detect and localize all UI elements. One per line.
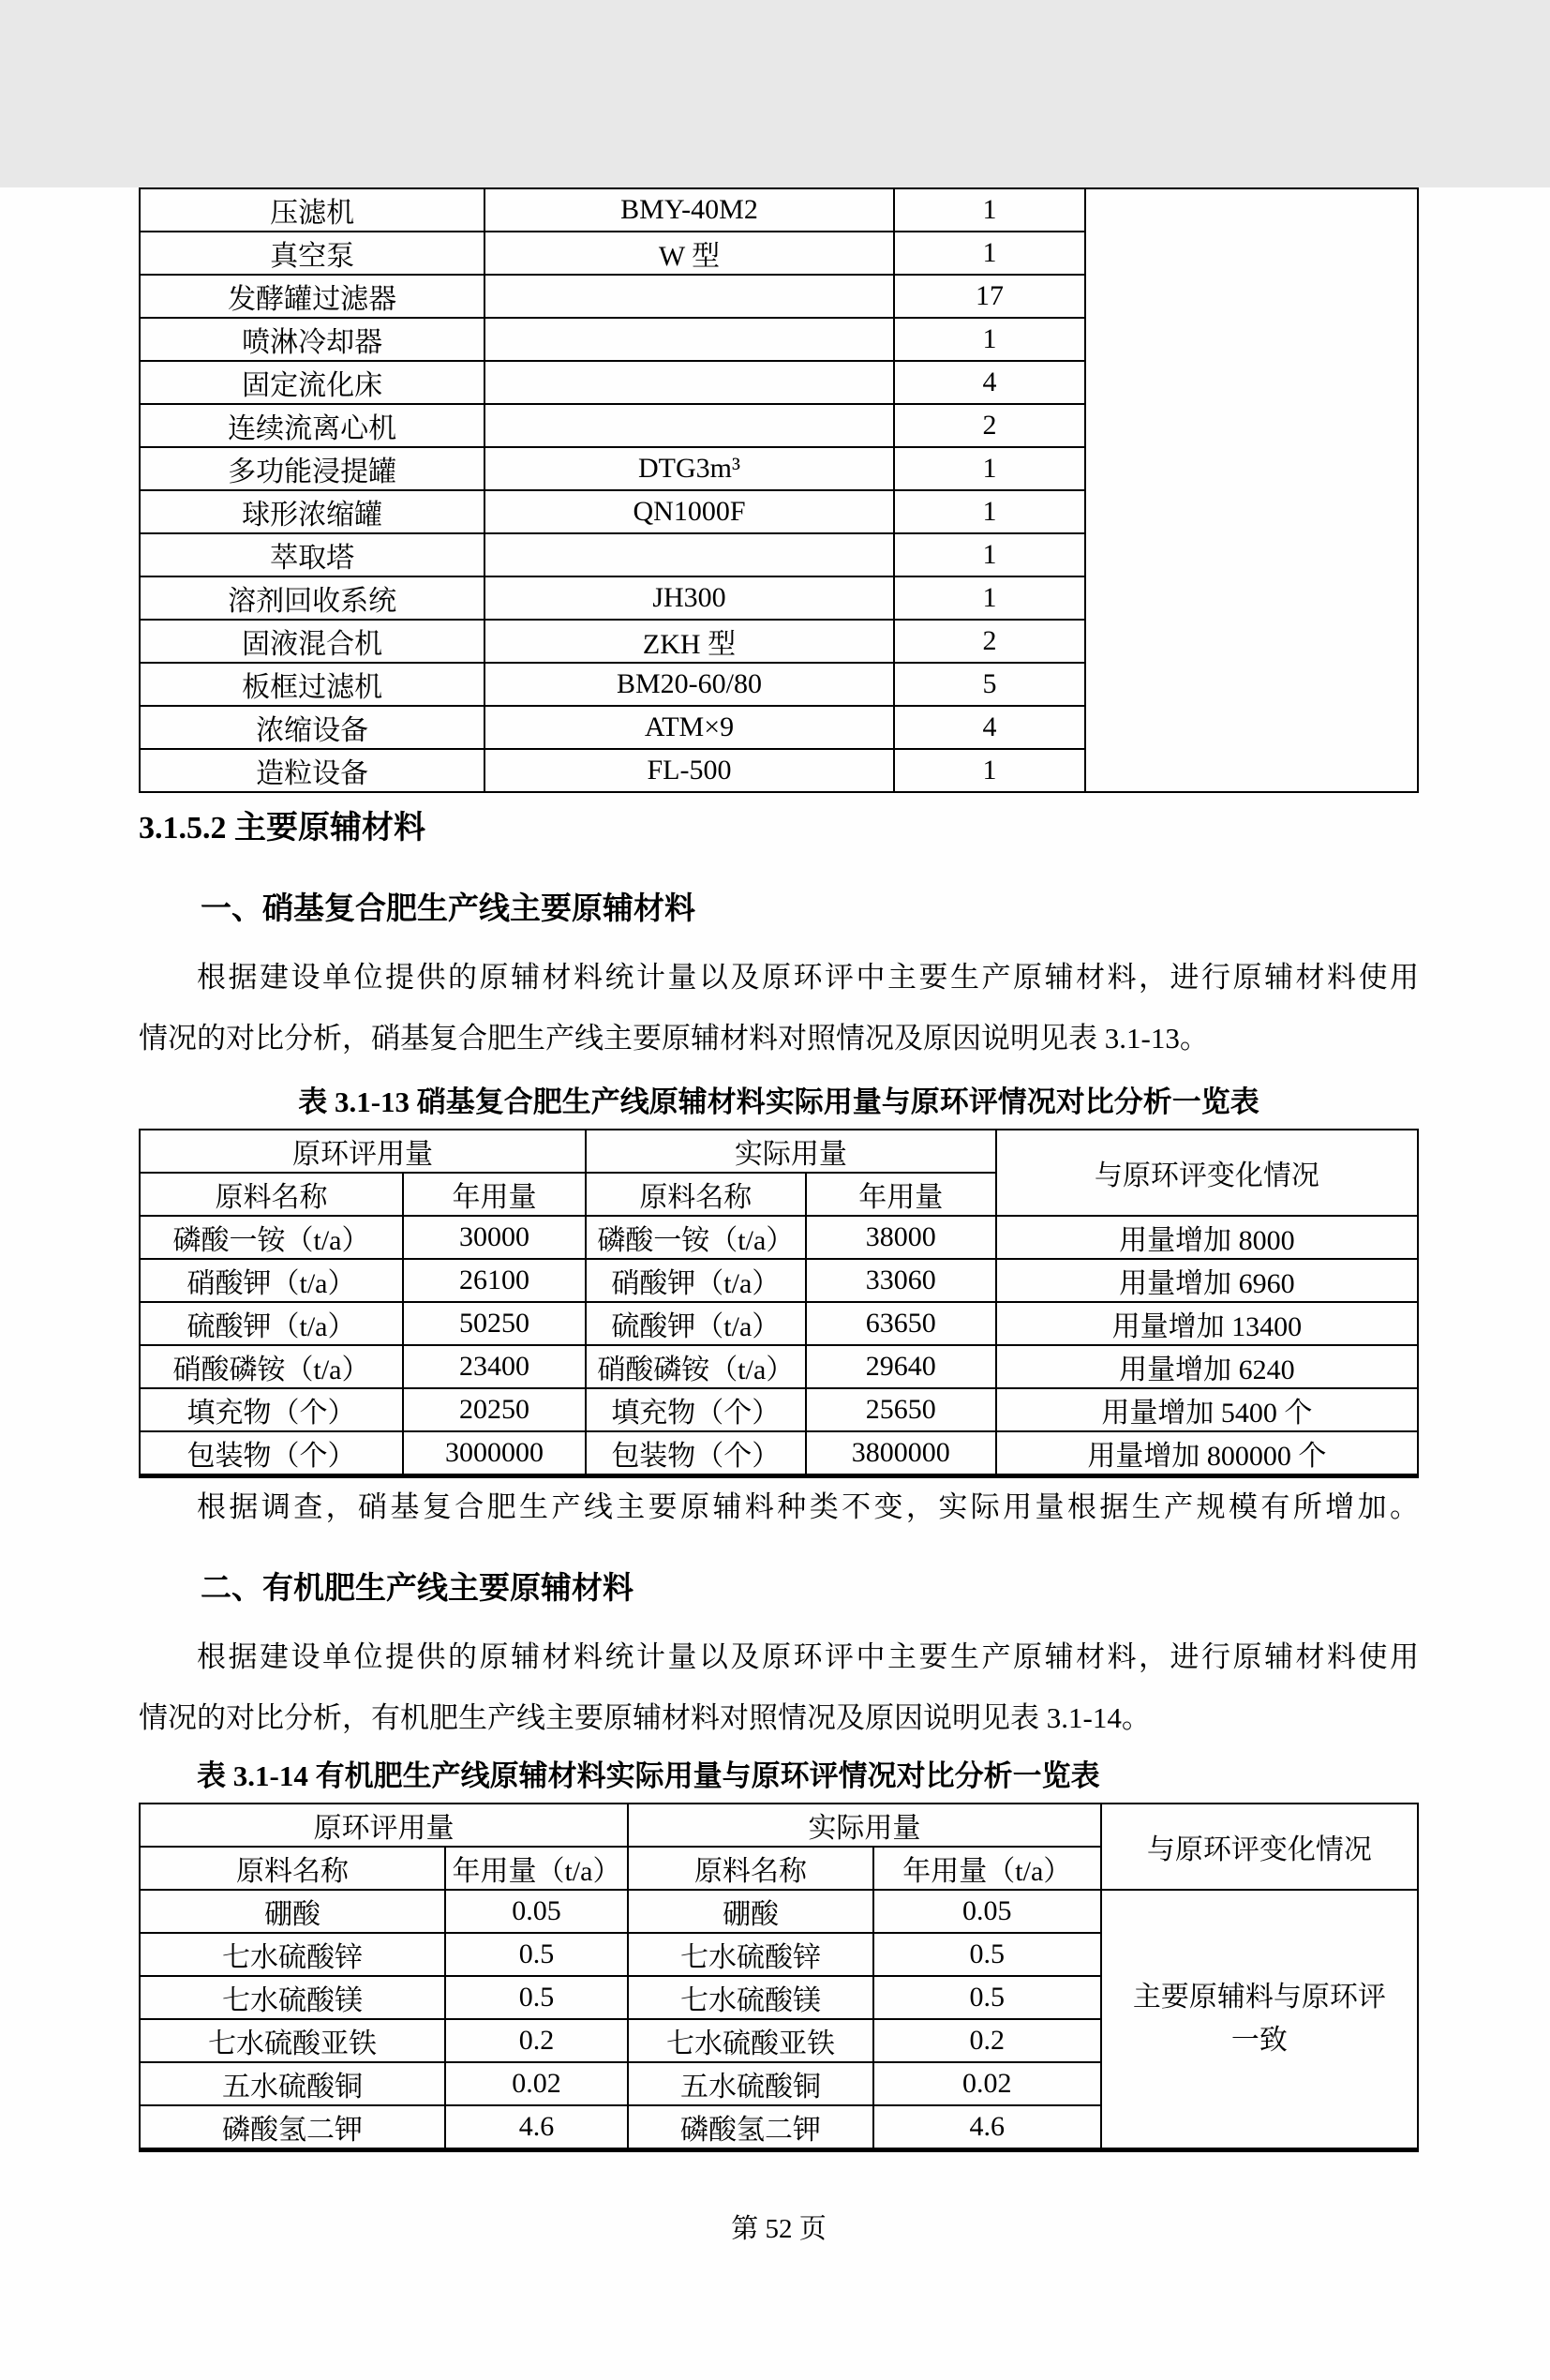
equipment-qty: 1 <box>894 576 1086 620</box>
table14-header-amount: 年用量（t/a） <box>445 1847 628 1890</box>
equipment-name: 连续流离心机 <box>140 404 484 447</box>
equipment-name: 溶剂回收系统 <box>140 576 484 620</box>
orig-name: 五水硫酸铜 <box>140 2062 445 2105</box>
change-note: 用量增加 13400 <box>996 1302 1418 1345</box>
actual-amount: 0.5 <box>873 1933 1101 1976</box>
table-3-1-14 <box>139 1803 1419 2152</box>
equipment-model: ATM×9 <box>484 706 893 749</box>
equipment-name: 浓缩设备 <box>140 706 484 749</box>
table14-header-amount: 年用量（t/a） <box>873 1847 1101 1890</box>
equipment-name: 压滤机 <box>140 188 484 232</box>
actual-amount: 38000 <box>806 1216 996 1259</box>
actual-name: 七水硫酸亚铁 <box>628 2019 873 2062</box>
equipment-model: BM20-60/80 <box>484 663 893 706</box>
table13-row <box>140 1431 1418 1476</box>
orig-amount: 20250 <box>403 1388 586 1431</box>
orig-amount: 30000 <box>403 1216 586 1259</box>
paragraph-2 <box>139 1626 1419 1748</box>
equipment-row <box>140 188 1418 232</box>
actual-name: 硼酸 <box>628 1890 873 1933</box>
merged-change-line: 一致 <box>1230 2025 1288 2056</box>
equipment-name: 发酵罐过滤器 <box>140 275 484 318</box>
table13-caption: 表 3.1-13 硝基复合肥生产线原辅材料实际用量与原环评情况对比分析一览表 <box>298 1085 1259 1118</box>
equipment-qty: 2 <box>894 620 1086 663</box>
change-note: 用量增加 6240 <box>996 1345 1418 1388</box>
equipment-model: ZKH 型 <box>484 620 893 663</box>
equipment-qty: 17 <box>894 275 1086 318</box>
survey-note: 根据调查，硝基复合肥生产线主要原辅料种类不变，实际用量根据生产规模有所增加。 <box>197 1490 1419 1523</box>
orig-name: 包装物（个） <box>140 1431 403 1476</box>
table13-header-orig-group: 原环评用量 <box>140 1130 586 1173</box>
equipment-qty: 1 <box>894 318 1086 361</box>
actual-amount: 0.2 <box>873 2019 1101 2062</box>
orig-name: 硝酸磷铵（t/a） <box>140 1345 403 1388</box>
table13-row <box>140 1345 1418 1388</box>
orig-amount: 0.5 <box>445 1976 628 2019</box>
equipment-model <box>484 318 893 361</box>
actual-name: 硫酸钾（t/a） <box>586 1302 806 1345</box>
equipment-model: JH300 <box>484 576 893 620</box>
orig-amount: 0.02 <box>445 2062 628 2105</box>
document-page <box>0 187 1550 2380</box>
equipment-model <box>484 533 893 576</box>
orig-name: 磷酸氢二钾 <box>140 2105 445 2150</box>
actual-name: 硝酸磷铵（t/a） <box>586 1345 806 1388</box>
equipment-name: 喷淋冷却器 <box>140 318 484 361</box>
page-number: 第 52 页 <box>731 2214 827 2244</box>
change-note: 用量增加 5400 个 <box>996 1388 1418 1431</box>
table13-row <box>140 1302 1418 1345</box>
actual-amount: 0.02 <box>873 2062 1101 2105</box>
page-content <box>0 187 1550 2248</box>
table14-row <box>140 1890 1418 1933</box>
change-note: 用量增加 800000 个 <box>996 1431 1418 1476</box>
actual-name: 磷酸氢二钾 <box>628 2105 873 2150</box>
table14-header-row-1 <box>140 1804 1418 1847</box>
table13-header-row-1 <box>140 1130 1418 1173</box>
equipment-qty: 1 <box>894 232 1086 275</box>
table14-header-actual-group: 实际用量 <box>628 1804 1101 1847</box>
table14-merged-change-cell <box>1101 1890 1418 2150</box>
equipment-qty: 5 <box>894 663 1086 706</box>
paragraph-1-line-1: 根据建设单位提供的原辅材料统计量以及原环评中主要生产原辅材料，进行原辅材料使用 <box>197 961 1419 994</box>
equipment-name: 板框过滤机 <box>140 663 484 706</box>
equipment-model: FL-500 <box>484 749 893 792</box>
change-note: 用量增加 6960 <box>996 1259 1418 1302</box>
orig-amount: 0.05 <box>445 1890 628 1933</box>
orig-amount: 4.6 <box>445 2105 628 2150</box>
actual-amount: 4.6 <box>873 2105 1101 2150</box>
subsection2-heading: 二、有机肥生产线主要原辅材料 <box>201 1572 633 1606</box>
actual-name: 磷酸一铵（t/a） <box>586 1216 806 1259</box>
equipment-qty: 1 <box>894 447 1086 490</box>
actual-name: 七水硫酸锌 <box>628 1933 873 1976</box>
equipment-model: BMY-40M2 <box>484 188 893 232</box>
orig-name: 磷酸一铵（t/a） <box>140 1216 403 1259</box>
section-heading: 3.1.5.2 主要原辅材料 <box>139 811 425 846</box>
orig-amount: 0.5 <box>445 1933 628 1976</box>
equipment-name: 萃取塔 <box>140 533 484 576</box>
table14-header-name: 原料名称 <box>628 1847 873 1890</box>
orig-amount: 23400 <box>403 1345 586 1388</box>
paragraph-2-line-2: 情况的对比分析，有机肥生产线主要原辅材料对照情况及原因说明见表 3.1-14。 <box>139 1701 1151 1734</box>
paragraph-2-line-1: 根据建设单位提供的原辅材料统计量以及原环评中主要生产原辅材料，进行原辅材料使用 <box>197 1640 1419 1673</box>
equipment-model <box>484 361 893 404</box>
equipment-qty: 1 <box>894 490 1086 533</box>
table13-header-actual-group: 实际用量 <box>586 1130 996 1173</box>
equipment-name: 多功能浸提罐 <box>140 447 484 490</box>
actual-name: 七水硫酸镁 <box>628 1976 873 2019</box>
equipment-model: QN1000F <box>484 490 893 533</box>
table13-header-amount: 年用量 <box>403 1173 586 1216</box>
equipment-qty: 1 <box>894 188 1086 232</box>
orig-amount: 3000000 <box>403 1431 586 1476</box>
equipment-qty: 1 <box>894 749 1086 792</box>
table13-header-name: 原料名称 <box>586 1173 806 1216</box>
actual-amount: 0.5 <box>873 1976 1101 2019</box>
table14-header-orig-group: 原环评用量 <box>140 1804 628 1847</box>
actual-amount: 63650 <box>806 1302 996 1345</box>
actual-name: 填充物（个） <box>586 1388 806 1431</box>
paragraph-1-line-2: 情况的对比分析，硝基复合肥生产线主要原辅材料对照情况及原因说明见表 3.1-13。 <box>139 1022 1209 1055</box>
table13-row <box>140 1388 1418 1431</box>
paragraph-1 <box>139 947 1419 1069</box>
actual-amount: 3800000 <box>806 1431 996 1476</box>
table14-header-name: 原料名称 <box>140 1847 445 1890</box>
table13-header-name: 原料名称 <box>140 1173 403 1216</box>
equipment-table <box>139 187 1419 793</box>
equipment-name: 固液混合机 <box>140 620 484 663</box>
actual-name: 硝酸钾（t/a） <box>586 1259 806 1302</box>
table14-header-change: 与原环评变化情况 <box>1101 1804 1418 1890</box>
orig-name: 七水硫酸锌 <box>140 1933 445 1976</box>
actual-amount: 25650 <box>806 1388 996 1431</box>
actual-name: 包装物（个） <box>586 1431 806 1476</box>
equipment-model <box>484 404 893 447</box>
table13-header-change: 与原环评变化情况 <box>996 1130 1418 1216</box>
equipment-qty: 1 <box>894 533 1086 576</box>
equipment-name: 真空泵 <box>140 232 484 275</box>
subsection1-heading: 一、硝基复合肥生产线主要原辅材料 <box>201 892 695 926</box>
actual-name: 五水硫酸铜 <box>628 2062 873 2105</box>
equipment-qty: 2 <box>894 404 1086 447</box>
equipment-qty: 4 <box>894 706 1086 749</box>
table13-header-amount: 年用量 <box>806 1173 996 1216</box>
equipment-name: 固定流化床 <box>140 361 484 404</box>
equipment-model: W 型 <box>484 232 893 275</box>
orig-amount: 50250 <box>403 1302 586 1345</box>
equipment-name: 造粒设备 <box>140 749 484 792</box>
table-3-1-13 <box>139 1129 1419 1478</box>
equipment-remark-cell <box>1085 188 1418 792</box>
equipment-qty: 4 <box>894 361 1086 404</box>
orig-amount: 0.2 <box>445 2019 628 2062</box>
equipment-model <box>484 275 893 318</box>
merged-change-line: 主要原辅料与原环评 <box>1132 1982 1386 2013</box>
table13-row <box>140 1259 1418 1302</box>
equipment-name: 球形浓缩罐 <box>140 490 484 533</box>
actual-amount: 0.05 <box>873 1890 1101 1933</box>
orig-amount: 26100 <box>403 1259 586 1302</box>
table13-row <box>140 1216 1418 1259</box>
orig-name: 硝酸钾（t/a） <box>140 1259 403 1302</box>
orig-name: 硫酸钾（t/a） <box>140 1302 403 1345</box>
actual-amount: 33060 <box>806 1259 996 1302</box>
orig-name: 填充物（个） <box>140 1388 403 1431</box>
equipment-model: DTG3m³ <box>484 447 893 490</box>
orig-name: 硼酸 <box>140 1890 445 1933</box>
change-note: 用量增加 8000 <box>996 1216 1418 1259</box>
orig-name: 七水硫酸亚铁 <box>140 2019 445 2062</box>
actual-amount: 29640 <box>806 1345 996 1388</box>
table14-caption: 表 3.1-14 有机肥生产线原辅材料实际用量与原环评情况对比分析一览表 <box>197 1759 1100 1792</box>
orig-name: 七水硫酸镁 <box>140 1976 445 2019</box>
